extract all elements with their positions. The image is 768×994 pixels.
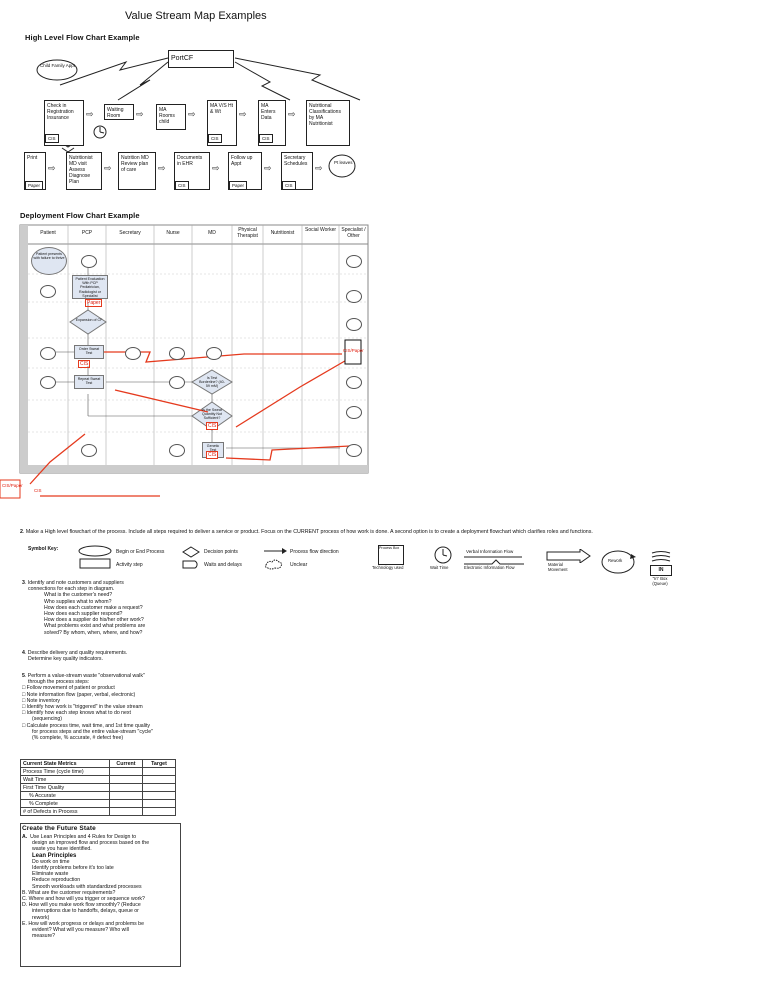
portcf-box — [168, 50, 234, 68]
table-cell[interactable] — [110, 776, 143, 784]
step-line: □ Calculate process time, wait time, and 1st time quality — [22, 722, 150, 729]
deploy-cis-tag: CIS — [208, 452, 217, 458]
hl-tag: Paper — [229, 181, 247, 190]
future-item: C. Where and how will you trigger or sequence work? — [22, 896, 145, 903]
hl-step-label: Waiting Room — [107, 107, 124, 119]
table-row — [21, 792, 176, 800]
deploy-node — [40, 347, 56, 360]
table-row — [21, 776, 176, 784]
step-line: . Describe delivery and quality requirements. — [24, 650, 128, 656]
hl-step-label: Nutrition MD Review plan of care — [121, 155, 149, 173]
table-cell[interactable] — [143, 792, 176, 800]
step-line: How does each supplier respond? — [44, 611, 123, 618]
symbol-electronic: Electronic Information Flow — [464, 565, 515, 570]
hl-step-label: MA V/S Ht & Wt — [210, 103, 234, 115]
table-cell: First Time Quality — [21, 784, 110, 792]
deploy-node — [169, 376, 185, 389]
flow-arrow-icon: ⇨ — [158, 163, 166, 173]
lane-header: Nutritionist — [270, 230, 295, 236]
deployment-heading: Deployment Flow Chart Example — [20, 211, 140, 220]
step-line: (% complete, % accurate, # defect free) — [32, 735, 124, 742]
deploy-is-sweat-label: Is the Sweat Quantity Not Sufficient? — [202, 408, 222, 421]
future-line: Use Lean Principles and 4 Rules for Design to — [30, 834, 137, 840]
deploy-node — [81, 444, 97, 457]
step-line: What problems exist and what problems are — [44, 623, 146, 630]
child-family-oval — [35, 58, 85, 84]
lane-header: PCP — [81, 230, 93, 236]
hl-step-nutritionist-md — [66, 152, 102, 190]
deploy-node — [346, 290, 362, 303]
flow-arrow-icon: ⇨ — [104, 163, 112, 173]
hl-step-ma-rooms — [156, 104, 186, 130]
deploy-cis-tag: CIS — [34, 488, 42, 493]
future-item: E. How will work progress or delays and problems be — [22, 920, 144, 927]
lane-header: Nurse — [166, 230, 180, 236]
deploy-cis-paper-tag: CIS/Paper — [343, 348, 364, 353]
lane-header: Physical Therapist — [237, 227, 258, 239]
symbol-rework: Rework — [608, 558, 623, 563]
deploy-node — [40, 376, 56, 389]
hl-step-label: MA Enters Data — [261, 103, 276, 121]
decision-diamond-icon — [182, 546, 202, 570]
step-line: □ Identify how work is "triggered" in the value stream — [22, 704, 143, 711]
deploy-node — [346, 318, 362, 331]
symbol-technology: Technology used — [372, 565, 404, 570]
table-cell[interactable] — [110, 768, 143, 776]
flow-arrow-icon: ⇨ — [48, 163, 56, 173]
step-2 — [20, 529, 750, 536]
symbol-wait-time: Wait Time — [430, 565, 449, 570]
hl-tag: Paper — [25, 181, 43, 190]
pt-leaves-oval — [328, 153, 358, 179]
future-item: D. How will you make work flow smoothly? (Reduce — [22, 902, 141, 909]
deploy-node — [206, 347, 222, 360]
symbol-material: Material Movement — [548, 562, 568, 572]
flow-arrow-icon: ⇨ — [86, 109, 94, 119]
hl-tag: CIS — [259, 134, 273, 143]
table-header: Target — [143, 760, 176, 768]
step-line: . Perform a value-stream waste "observational walk" — [24, 673, 145, 679]
hl-tag: CIS — [208, 134, 222, 143]
deploy-node — [169, 347, 185, 360]
step-line: □ Note inventory — [22, 697, 61, 704]
symbol-waits: Waits and delays — [204, 562, 242, 568]
hl-step-nutritional-class — [306, 100, 350, 146]
table-cell[interactable] — [110, 808, 143, 816]
future-item: measure? — [32, 933, 56, 940]
lean-item: Do work on time — [32, 858, 70, 865]
table-cell[interactable] — [143, 768, 176, 776]
deploy-node — [169, 444, 185, 457]
lane-header: Patient — [40, 230, 56, 236]
deploy-node — [346, 444, 362, 457]
deployment-chart — [0, 222, 768, 502]
step-5-number: 5 — [22, 673, 25, 679]
child-family-label: Child Family Appt — [40, 63, 76, 68]
deploy-cis-tag: CIS — [208, 423, 217, 429]
deploy-repeat-box: Repeat Sweat Test — [74, 375, 104, 389]
future-item: rework) — [32, 914, 50, 921]
step-line: solved? By whom, when, where, and how? — [44, 629, 143, 636]
lean-item: Eliminate waste — [32, 871, 69, 878]
table-cell[interactable] — [110, 784, 143, 792]
deploy-node — [346, 406, 362, 419]
table-cell[interactable] — [110, 800, 143, 808]
step-line: What is the customer's need? — [44, 592, 113, 599]
step-line: through the process steps: — [28, 679, 90, 686]
step-2-text: . Make a High level flowchart of the process. Include all steps required to deliver a service or product. Focus on the CURRENT process of how work is done. A second option is to create a deployment flowchart which clarifies roles and functions. — [22, 529, 593, 535]
step-line: How does each customer make a request? — [44, 604, 143, 611]
table-cell: Wait Time — [21, 776, 110, 784]
deploy-cis-paper-tag: CIS/Paper — [2, 483, 23, 488]
symbol-verbal: Verbal Information Flow — [466, 549, 514, 554]
table-cell[interactable] — [143, 808, 176, 816]
step-2-number: 2 — [20, 529, 23, 535]
hl-tag: CIS — [282, 181, 296, 190]
deploy-is-test-label: Is Test Borderline? (40-59 mM) — [199, 376, 225, 389]
step-5 — [22, 673, 153, 741]
future-item: evident? What will you measure? Who will — [32, 927, 129, 934]
symbol-unclear: Unclear — [290, 562, 308, 568]
symbol-activity: Activity step — [116, 562, 143, 568]
lane-header: Social Worker — [304, 227, 337, 233]
deploy-genetic-box: Genetic — [202, 442, 224, 458]
hl-tag: CIS — [175, 181, 189, 190]
in-box-icon: IN — [650, 565, 672, 576]
pt-leaves-label: Pt leaves — [334, 160, 353, 165]
begin-end-oval-icon — [78, 545, 114, 569]
symbol-flow: Process flow direction — [290, 549, 339, 555]
step-4-number: 4 — [22, 650, 25, 656]
queue-lines-icon — [651, 550, 671, 566]
hl-step-nutrition-review — [118, 152, 156, 190]
process-box-label: Process Box — [379, 546, 400, 550]
hl-step-waiting — [104, 104, 134, 120]
symbol-decision: Decision points — [204, 549, 238, 555]
table-row — [21, 760, 176, 768]
future-line: waste you have identified. — [32, 846, 92, 853]
symbol-in-box: "In" Box (Queue) — [652, 576, 668, 586]
hl-step-label: Follow up Appt — [231, 155, 253, 167]
deploy-cis-tag: CIS — [80, 361, 89, 367]
hl-tag: CIS — [45, 134, 59, 143]
symbol-begin-end: Begin or End Process — [116, 549, 165, 555]
step-line: □ Identify how each step knows what to do next — [22, 710, 131, 717]
deploy-node — [125, 347, 141, 360]
step-line: □ Follow movement of patient or product — [22, 685, 115, 692]
step-3-number: 3 — [22, 580, 25, 586]
flow-arrow-icon: ⇨ — [212, 163, 220, 173]
deploy-order-box: Order Sweat Test — [74, 345, 104, 359]
lean-item: Smooth workloads with standardized processes — [32, 883, 142, 890]
deploy-node — [346, 376, 362, 389]
step-line: Who supplies what to whom? — [44, 598, 112, 605]
deploy-node — [81, 255, 97, 268]
lane-header: Secretary — [119, 230, 141, 236]
table-row — [21, 808, 176, 816]
hl-step-label: Print — [27, 155, 38, 161]
future-item: interruptions due to handoffs, delays, queue or — [32, 908, 139, 915]
flow-arrow-icon: ⇨ — [239, 109, 247, 119]
material-arrow-icon — [546, 549, 592, 563]
page-title: Value Stream Map Examples — [125, 10, 267, 22]
lean-item: Identify problems before it's too late — [32, 865, 114, 872]
hl-step-label: Documents in EHR — [177, 155, 203, 167]
flow-arrow-icon: ⇨ — [288, 109, 296, 119]
lean-heading: Lean Principles — [32, 852, 77, 859]
future-item: B. What are the customer requirements? — [22, 889, 116, 896]
table-header: Current State Metrics — [21, 760, 110, 768]
flow-arrow-icon: ⇨ — [315, 163, 323, 173]
deploy-eval-box: Patient Evaluation With PCP Pediatrician, Radiologist or Specialist — [72, 275, 108, 299]
lane-header: Specialist / Other — [341, 227, 366, 239]
flow-direction-icon — [262, 546, 288, 570]
table-cell[interactable] — [143, 776, 176, 784]
deploy-expansion-label: Expansion of CF — [75, 318, 103, 322]
table-cell: # of Defects in Process — [21, 808, 110, 816]
step-line: How does a supplier do his/her other work? — [44, 617, 144, 624]
flow-arrow-icon: ⇨ — [188, 109, 196, 119]
hl-step-label: Nutritional Classifications by MA Nutritionist — [309, 103, 341, 127]
table-header: Current — [110, 760, 143, 768]
table-cell[interactable] — [143, 800, 176, 808]
symbol-key-label: Symbol Key: — [28, 546, 59, 552]
step-line: for process steps and the entire value-stream "cycle" — [32, 728, 154, 735]
step-line: . Identify and note customers and suppliers — [24, 580, 124, 586]
deploy-start-oval: Patient presents with failure to thrive — [31, 247, 67, 275]
lean-item: Reduce reproduction — [32, 877, 81, 884]
step-3 — [22, 580, 145, 636]
hl-step-label: Secretary Schedules — [284, 155, 308, 167]
step-line: □ Note information flow (paper, verbal, electronic) — [22, 691, 136, 698]
step-4 — [22, 650, 127, 662]
step-line: (sequencing) — [32, 716, 62, 723]
hl-step-label: MA Rooms child — [159, 107, 175, 125]
step-line: connections for each step in diagram. — [28, 586, 115, 593]
table-cell[interactable] — [110, 792, 143, 800]
portcf-label: PortCF — [171, 55, 194, 62]
metrics-table — [20, 759, 176, 816]
hl-step-label: Nutritionist MD visit Assess Diagnose Plan — [69, 155, 93, 185]
wait-time-clock-icon — [433, 545, 453, 565]
deploy-paper-tag: Paper — [87, 300, 101, 306]
future-content — [22, 834, 149, 939]
table-row — [21, 784, 176, 792]
table-cell: % Complete — [21, 800, 110, 808]
future-line: design an improved flow and process based on the — [32, 840, 150, 847]
high-level-heading: High Level Flow Chart Example — [25, 33, 140, 42]
future-heading: Create the Future State — [22, 825, 96, 832]
table-cell: Process Time (cycle time) — [21, 768, 110, 776]
deploy-node — [40, 285, 56, 298]
deploy-node — [346, 255, 362, 268]
hl-step-label: Check in Registration Insurance — [47, 103, 74, 121]
future-a-label: A. — [22, 834, 28, 840]
flow-arrow-icon: ⇨ — [136, 109, 144, 119]
table-row — [21, 800, 176, 808]
high-level-connectors — [0, 40, 768, 200]
flow-arrow-icon: ⇨ — [264, 163, 272, 173]
table-cell: % Accurate — [21, 792, 110, 800]
process-box-icon — [378, 545, 404, 565]
lane-header: MD — [208, 230, 216, 236]
step-line: Determine key quality indicators. — [28, 656, 103, 663]
table-cell[interactable] — [143, 784, 176, 792]
table-row — [21, 768, 176, 776]
